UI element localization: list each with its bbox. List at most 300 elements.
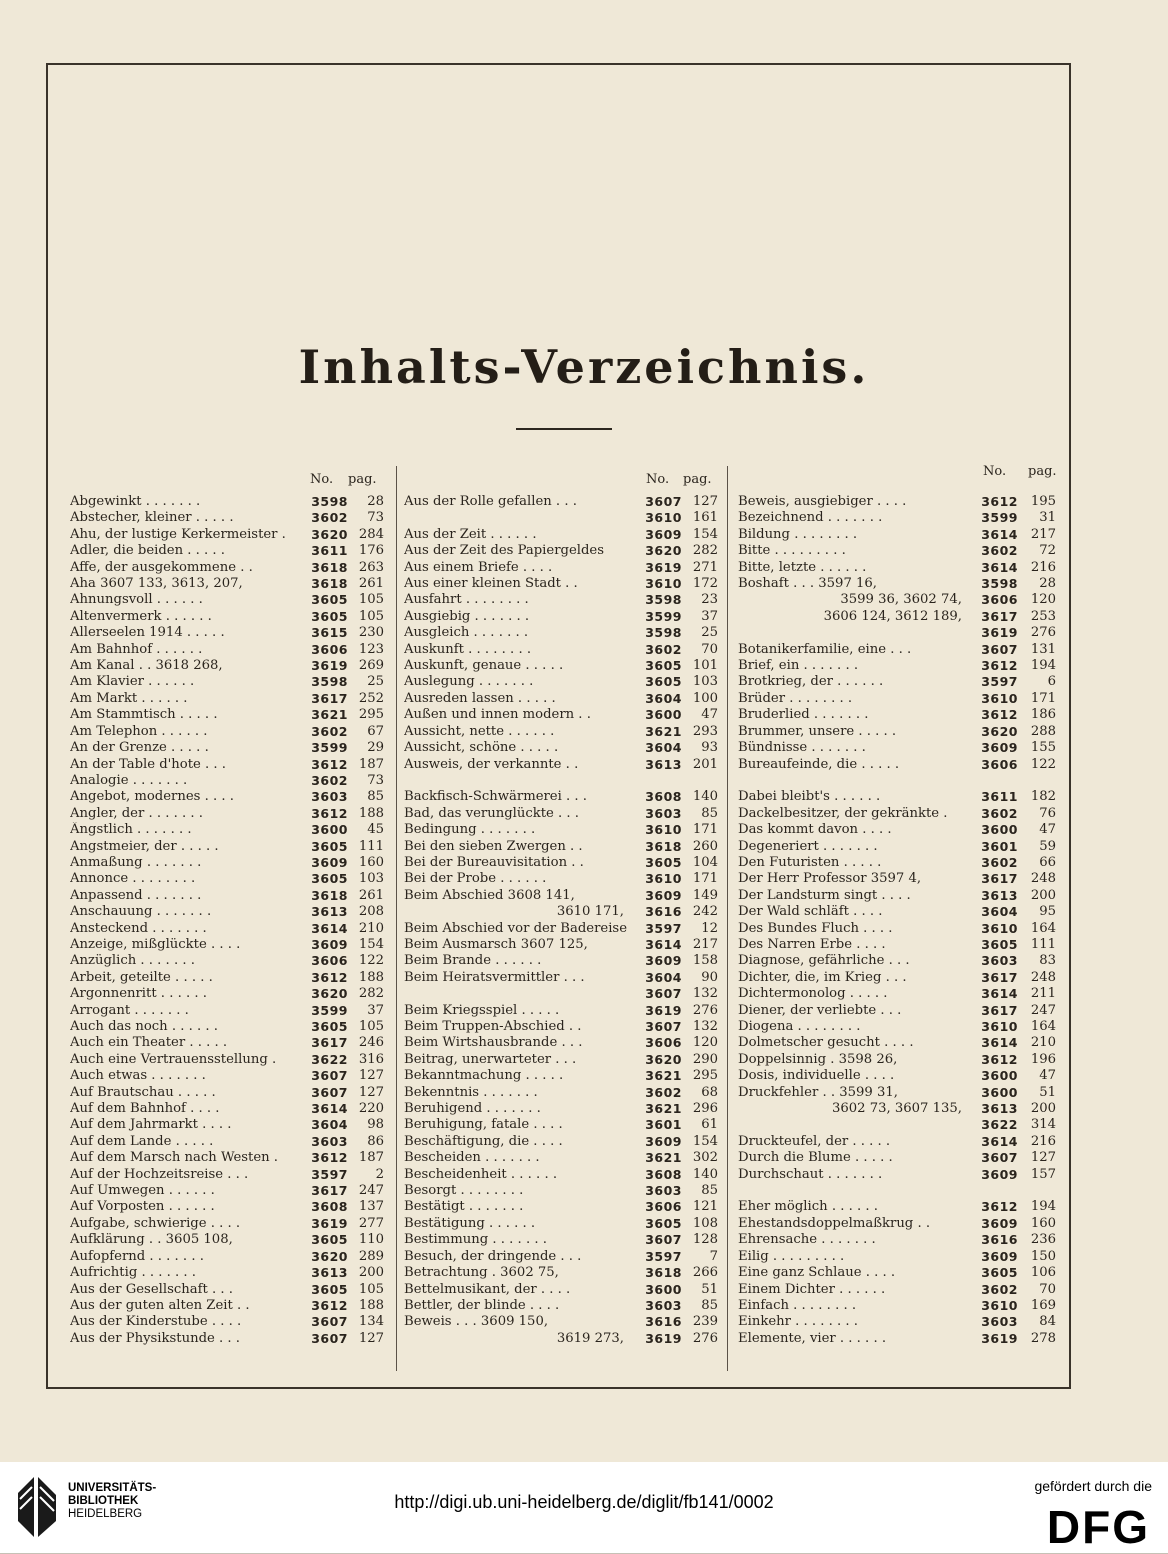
entry-title: Brüder . . . . . . . . [738, 690, 853, 706]
entry-title: Beweis . . . 3609 150, [404, 1314, 549, 1330]
entry-page: 154 [692, 526, 718, 542]
entry-title: Elemente, vier . . . . . . [738, 1330, 887, 1346]
entry-page: 2 [375, 1166, 384, 1182]
entry-title: Dolmetscher gesucht . . . . [738, 1035, 914, 1051]
entry-title: Arrogant . . . . . . . [70, 1002, 189, 1018]
entry-page: 103 [358, 871, 384, 887]
entry-title: Abgewinkt . . . . . . . [70, 494, 201, 509]
entry-page: 247 [358, 1183, 384, 1199]
entry-title: Bei der Bureauvisitation . . [404, 854, 584, 870]
entry-page: 182 [1030, 789, 1056, 805]
entry-page: 66 [1039, 854, 1056, 870]
entry-number: 3617 [981, 871, 1018, 887]
entry-title: Aussicht, schöne . . . . . [404, 740, 559, 756]
entry-number: 3617 [311, 1035, 348, 1051]
entry-title: Allerseelen 1914 . . . . . [70, 625, 225, 641]
entry-number: 3612 [981, 707, 1018, 723]
entry-number: 3619 [311, 658, 348, 674]
entry-number: 3621 [645, 1150, 682, 1166]
entry-number: 3602 [311, 772, 348, 788]
entry-number: 3607 [311, 1330, 348, 1346]
entry-page: 194 [1030, 658, 1056, 674]
entry-title: Bestätigt . . . . . . . [404, 1199, 524, 1215]
entry-number: 3607 [311, 1314, 348, 1330]
entry-title: Annonce . . . . . . . . [70, 871, 196, 887]
entry-number: 3621 [645, 1068, 682, 1084]
entry-page: 247 [1030, 1002, 1056, 1018]
entry-page: 284 [358, 526, 384, 542]
entry-page: 105 [358, 1019, 384, 1034]
entry-page: 269 [358, 658, 384, 674]
entry-number: 3621 [645, 723, 682, 739]
entry-page: 86 [367, 1133, 384, 1149]
entry-number: 3600 [645, 707, 682, 723]
entry-number: 3610 [645, 510, 682, 526]
entry-page: 187 [358, 756, 384, 772]
entry-page: 230 [358, 625, 384, 641]
entry-page: 211 [1030, 986, 1056, 1002]
entry-number: 3607 [645, 986, 682, 1002]
entry-title: Betrachtung . 3602 75, [404, 1265, 559, 1281]
column-header [404, 472, 720, 492]
entry-number: 3620 [645, 1051, 682, 1067]
entry-title: Argonnenritt . . . . . . [70, 986, 207, 1002]
entry-page: 171 [692, 822, 718, 838]
entry-number: 3597 [645, 920, 682, 936]
entry-page: 7 [709, 1248, 718, 1264]
entry-number: 3605 [645, 674, 682, 690]
entry-title: Beim Abschied 3608 141, [404, 887, 575, 903]
entry-title: Durch die Blume . . . . . [738, 1150, 893, 1166]
entry-page: 123 [358, 641, 384, 657]
entry-title: Angler, der . . . . . . . [70, 805, 203, 821]
entry-title: Bestätigung . . . . . . [404, 1215, 536, 1231]
header-pag: pag. [1028, 464, 1057, 479]
entry-title: Bei der Probe . . . . . . [404, 871, 547, 887]
entry-page: 59 [1039, 838, 1056, 854]
entry-number: 3609 [311, 854, 348, 870]
entry-title: Ausgiebig . . . . . . . [404, 608, 530, 624]
entry-number: 3599 [645, 608, 682, 624]
entry-number: 3602 [981, 543, 1018, 559]
entry-number: 3602 [645, 641, 682, 657]
entry-page: 261 [358, 887, 384, 903]
entry-page: 120 [1030, 592, 1056, 608]
entry-number: 3609 [981, 1248, 1018, 1264]
entry-page: 158 [692, 953, 718, 969]
entry-page: 188 [358, 805, 384, 821]
entry-page: 104 [692, 854, 718, 870]
entry-title: Am Bahnhof . . . . . . [70, 641, 203, 657]
entry-number: 3602 [311, 723, 348, 739]
entry-page: 105 [358, 1281, 384, 1297]
column-header [70, 472, 388, 492]
entry-title: Auf dem Bahnhof . . . . [70, 1101, 220, 1117]
entry-number: 3621 [311, 707, 348, 723]
entry-number: 3610 [981, 1297, 1018, 1313]
entry-title: Beitrag, unerwarteter . . . [404, 1051, 577, 1067]
entry-page: 220 [358, 1101, 384, 1117]
header-no: No. [310, 472, 334, 487]
entry-number: 3619 [645, 559, 682, 575]
entry-page: 200 [1030, 887, 1056, 903]
entry-number: 3616 [981, 1232, 1018, 1248]
entry-page: 288 [1030, 723, 1056, 739]
entry-number: 3610 [645, 871, 682, 887]
entry-number: 3610 [645, 576, 682, 592]
entry-title: Bad, das verunglückte . . . [404, 805, 579, 821]
entry-number: 3601 [645, 1117, 682, 1133]
entry-number: 3612 [311, 1150, 348, 1166]
entry-title: Adler, die beiden . . . . . [70, 543, 226, 559]
entry-title: Besuch, der dringende . . . [404, 1248, 582, 1264]
entry-page: 85 [701, 1183, 718, 1199]
entry-title: 3599 36, 3602 74, [840, 592, 962, 608]
entry-title: Ausweis, der verkannte . . [404, 756, 579, 772]
entry-number: 3604 [645, 690, 682, 706]
entry-page: 12 [701, 920, 718, 936]
entry-page: 31 [1039, 510, 1056, 526]
entry-number: 3609 [645, 1133, 682, 1149]
page-url-link[interactable]: http://digi.ub.uni-heidelberg.de/diglit/fb141/0002 [394, 1492, 774, 1512]
entry-title: Degeneriert . . . . . . . [738, 838, 878, 854]
entry-title: Auf der Hochzeitsreise . . . [70, 1166, 249, 1182]
entry-title: 3619 273, [556, 1330, 624, 1346]
entry-title: Bekenntnis . . . . . . . [404, 1084, 538, 1100]
entry-number: 3618 [645, 1265, 682, 1281]
entry-title: Ausreden lassen . . . . . [404, 690, 556, 706]
entry-number: 3600 [311, 822, 348, 838]
entry-page: 105 [358, 592, 384, 608]
entry-page: 103 [692, 674, 718, 690]
entry-page: 242 [692, 904, 718, 920]
entry-page: 132 [692, 986, 718, 1002]
entry-number: 3608 [645, 1166, 682, 1182]
entry-title: Affe, der ausgekommene . . [70, 559, 253, 575]
entry-title: Bettler, der blinde . . . . [404, 1297, 560, 1313]
entry-page: 188 [358, 1297, 384, 1313]
entry-title: Das kommt davon . . . . [738, 822, 892, 838]
entry-number: 3609 [645, 953, 682, 969]
entry-page: 216 [1030, 559, 1056, 575]
column-divider-1 [396, 466, 397, 1371]
entry-number: 3602 [981, 805, 1018, 821]
entry-title: Am Stammtisch . . . . . [70, 707, 218, 723]
entry-page: 186 [1030, 707, 1056, 723]
entry-page: 236 [1030, 1232, 1056, 1248]
entry-page: 282 [358, 986, 384, 1002]
entry-page: 316 [358, 1051, 384, 1067]
entry-title: Der Wald schläft . . . . [738, 904, 883, 920]
entry-page: 70 [1039, 1281, 1056, 1297]
dfg-logo: DFG [1046, 1501, 1150, 1553]
entry-title: Dabei bleibt's . . . . . . [738, 789, 881, 805]
entry-number: 3613 [981, 1101, 1018, 1117]
entry-title: Aufklärung . . 3605 108, [70, 1232, 233, 1248]
entry-page: 23 [701, 592, 718, 608]
entry-page: 160 [358, 854, 384, 870]
entry-number: 3620 [311, 986, 348, 1002]
entry-page: 85 [367, 789, 384, 805]
entry-number: 3600 [981, 1084, 1018, 1100]
entry-page: 127 [1030, 1150, 1056, 1166]
entry-title: Anzeige, mißglückte . . . . [70, 936, 241, 952]
entry-title: Auf Brautschau . . . . . [70, 1084, 216, 1100]
entry-page: 127 [358, 1068, 384, 1084]
entry-title: Eilig . . . . . . . . . [738, 1248, 845, 1264]
entry-page: 76 [1039, 805, 1056, 821]
entry-title: Bezeichnend . . . . . . . [738, 510, 883, 526]
entry-number: 3605 [311, 592, 348, 608]
entry-title: Ehrensache . . . . . . . [738, 1232, 876, 1248]
entry-title: Analogie . . . . . . . [70, 772, 188, 788]
entry-page: 248 [1030, 871, 1056, 887]
entry-page: 314 [1030, 1117, 1056, 1133]
entry-number: 3605 [311, 1281, 348, 1297]
entry-number: 3604 [311, 1117, 348, 1133]
entry-number: 3607 [645, 1019, 682, 1034]
entry-number: 3614 [981, 559, 1018, 575]
entry-page: 90 [701, 969, 718, 985]
entry-page: 169 [1030, 1297, 1056, 1313]
entry-title: Des Narren Erbe . . . . [738, 936, 886, 952]
entry-title: Auch das noch . . . . . . [70, 1019, 218, 1034]
entry-number: 3609 [981, 740, 1018, 756]
entry-title: Bedingung . . . . . . . [404, 822, 536, 838]
entry-page: 140 [692, 1166, 718, 1182]
entry-page: 67 [367, 723, 384, 739]
entry-number: 3599 [981, 510, 1018, 526]
entry-number: 3618 [645, 838, 682, 854]
entry-number: 3609 [981, 1166, 1018, 1182]
page-title: Inhalts-Verzeichnis. [298, 340, 870, 394]
entry-number: 3607 [311, 1068, 348, 1084]
entry-title: Der Landsturm singt . . . . [738, 887, 911, 903]
entry-number: 3606 [311, 953, 348, 969]
entry-page: 105 [358, 608, 384, 624]
entry-title: 3602 73, 3607 135, [831, 1101, 962, 1117]
entry-title: Aha 3607 133, 3613, 207, [70, 576, 243, 592]
entry-page: 61 [701, 1117, 718, 1133]
entry-page: 101 [692, 658, 718, 674]
entry-page: 110 [358, 1232, 384, 1248]
entry-page: 295 [358, 707, 384, 723]
entry-page: 160 [1030, 1215, 1056, 1231]
entry-page: 253 [1030, 608, 1056, 624]
entry-number: 3610 [981, 690, 1018, 706]
entry-page: 131 [1030, 641, 1056, 657]
entry-page: 276 [1030, 625, 1056, 641]
entry-number: 3606 [981, 592, 1018, 608]
entry-title: Bescheidenheit . . . . . . [404, 1166, 558, 1182]
entry-page: 266 [692, 1265, 718, 1281]
entry-page: 150 [1030, 1248, 1056, 1264]
entry-number: 3613 [981, 887, 1018, 903]
entry-title: Ahu, der lustige Kerkermeister . [70, 526, 286, 542]
entry-title: Beim Heiratsvermittler . . . [404, 969, 585, 985]
entry-number: 3619 [645, 1330, 682, 1346]
entry-number: 3612 [311, 1297, 348, 1313]
entry-page: 95 [1039, 904, 1056, 920]
entry-title: Boshaft . . . 3597 16, [738, 576, 878, 592]
entry-page: 37 [701, 608, 718, 624]
entry-title: Auskunft . . . . . . . . [404, 641, 532, 657]
entry-title: Aus der Physikstunde . . . [70, 1330, 240, 1346]
entry-title: Auf dem Marsch nach Westen . [70, 1150, 278, 1166]
entry-title: Druckteufel, der . . . . . [738, 1133, 891, 1149]
entry-page: 196 [1030, 1051, 1056, 1067]
entry-number: 3605 [981, 1265, 1018, 1281]
entry-page: 164 [1030, 1019, 1056, 1034]
entry-title: 3606 124, 3612 189, [823, 608, 962, 624]
entry-title: Aus der Gesellschaft . . . [70, 1281, 233, 1297]
entry-number: 3613 [645, 756, 682, 772]
entry-title: Aus der guten alten Zeit . . [70, 1297, 250, 1313]
entry-page: 201 [692, 756, 718, 772]
entry-page: 37 [367, 1002, 384, 1018]
entry-page: 296 [692, 1101, 718, 1117]
entry-number: 3614 [981, 526, 1018, 542]
ub-line1: UNIVERSITÄTS- [68, 1482, 157, 1494]
entry-title: Auslegung . . . . . . . [404, 674, 534, 690]
entry-page: 68 [701, 1084, 718, 1100]
entry-title: Dackelbesitzer, der gekränkte . [738, 805, 948, 821]
entry-title: Den Futuristen . . . . . [738, 854, 882, 870]
entry-number: 3604 [645, 969, 682, 985]
entry-title: Am Telephon . . . . . . [70, 723, 208, 739]
entry-number: 3605 [311, 838, 348, 854]
entry-number: 3614 [981, 1133, 1018, 1149]
title-rule [516, 428, 612, 430]
entry-number: 3609 [311, 936, 348, 952]
entry-page: 72 [1039, 543, 1056, 559]
entry-number: 3617 [981, 608, 1018, 624]
entry-page: 261 [358, 576, 384, 592]
entry-title: Auf Umwegen . . . . . . [70, 1183, 215, 1199]
entry-title: Bei den sieben Zwergen . . [404, 838, 583, 854]
entry-number: 3612 [981, 494, 1018, 509]
entry-number: 3597 [981, 674, 1018, 690]
entry-title: Ausgleich . . . . . . . [404, 625, 529, 641]
entry-number: 3606 [981, 756, 1018, 772]
entry-number: 3617 [981, 1002, 1018, 1018]
entry-title: Bestimmung . . . . . . . [404, 1232, 547, 1248]
entry-number: 3609 [645, 526, 682, 542]
entry-page: 293 [692, 723, 718, 739]
entry-page: 289 [358, 1248, 384, 1264]
entry-page: 290 [692, 1051, 718, 1067]
entry-number: 3604 [645, 740, 682, 756]
entry-page: 47 [1039, 1068, 1056, 1084]
entry-page: 122 [358, 953, 384, 969]
entry-number: 3617 [311, 690, 348, 706]
entry-number: 3607 [645, 494, 682, 509]
entry-page: 161 [692, 510, 718, 526]
entry-number: 3600 [981, 822, 1018, 838]
entry-page: 73 [367, 772, 384, 788]
entry-number: 3616 [645, 904, 682, 920]
entry-title: Ahnungsvoll . . . . . . [70, 592, 203, 608]
entry-number: 3620 [311, 526, 348, 542]
entry-number: 3606 [645, 1199, 682, 1215]
entry-page: 132 [692, 1019, 718, 1034]
entry-number: 3610 [981, 920, 1018, 936]
entry-page: 25 [701, 625, 718, 641]
entry-title: Doppelsinnig . 3598 26, [738, 1051, 898, 1067]
entry-title: Eher möglich . . . . . . [738, 1199, 878, 1215]
entry-page: 111 [358, 838, 384, 854]
entry-page: 278 [1030, 1330, 1056, 1346]
entry-title: Beschäftigung, die . . . . [404, 1133, 563, 1149]
entry-title: Aussicht, nette . . . . . . [404, 723, 555, 739]
entry-title: Außen und innen modern . . [404, 707, 591, 723]
entry-title: Aufgabe, schwierige . . . . [70, 1215, 241, 1231]
entry-title: Einem Dichter . . . . . . [738, 1281, 886, 1297]
entry-page: 28 [1039, 576, 1056, 592]
entry-title: Beruhigung, fatale . . . . [404, 1117, 563, 1133]
entry-number: 3612 [311, 805, 348, 821]
entry-title: Arbeit, geteilte . . . . . [70, 969, 213, 985]
entry-number: 3614 [981, 986, 1018, 1002]
entry-title: Beim Abschied vor der Badereise [404, 920, 628, 936]
entry-page: 194 [1030, 1199, 1056, 1215]
entry-page: 172 [692, 576, 718, 592]
entry-page: 98 [367, 1117, 384, 1133]
entry-number: 3605 [645, 1215, 682, 1231]
entry-page: 208 [358, 904, 384, 920]
entry-number: 3602 [981, 854, 1018, 870]
entry-title: Bündnisse . . . . . . . [738, 740, 866, 756]
entry-page: 83 [1039, 953, 1056, 969]
entry-title: An der Table d'hote . . . [70, 756, 226, 772]
entry-title: Bescheiden . . . . . . . [404, 1150, 540, 1166]
entry-page: 195 [1030, 494, 1056, 509]
entry-title: Botanikerfamilie, eine . . . [738, 641, 912, 657]
entry-page: 188 [358, 969, 384, 985]
entry-number: 3605 [311, 1232, 348, 1248]
entry-number: 3597 [311, 1166, 348, 1182]
entry-page: 276 [692, 1330, 718, 1346]
entry-number: 3600 [981, 1068, 1018, 1084]
entry-number: 3622 [981, 1117, 1018, 1133]
entry-number: 3603 [981, 953, 1018, 969]
entry-number: 3602 [981, 1281, 1018, 1297]
entry-title: Aus der Zeit . . . . . . [404, 526, 537, 542]
header-pag: pag. [683, 472, 712, 487]
entry-page: 108 [692, 1215, 718, 1231]
entry-number: 3619 [981, 625, 1018, 641]
entry-page: 248 [1030, 969, 1056, 985]
entry-page: 217 [692, 936, 718, 952]
entry-title: Am Markt . . . . . . [70, 690, 188, 706]
entry-number: 3612 [981, 1199, 1018, 1215]
entry-number: 3620 [645, 543, 682, 559]
entry-number: 3614 [645, 936, 682, 952]
entry-number: 3612 [981, 658, 1018, 674]
entry-page: 157 [1030, 1166, 1056, 1182]
entry-number: 3611 [311, 543, 348, 559]
entry-number: 3605 [981, 936, 1018, 952]
entry-page: 295 [692, 1068, 718, 1084]
entry-number: 3598 [645, 592, 682, 608]
entry-title: Beim Wirtshausbrande . . . [404, 1035, 583, 1051]
entry-number: 3610 [645, 822, 682, 838]
entry-number: 3606 [311, 641, 348, 657]
entry-title: 3610 171, [556, 904, 624, 920]
column-divider-2 [727, 466, 728, 1371]
entry-page: 121 [692, 1199, 718, 1215]
entry-number: 3614 [981, 1035, 1018, 1051]
